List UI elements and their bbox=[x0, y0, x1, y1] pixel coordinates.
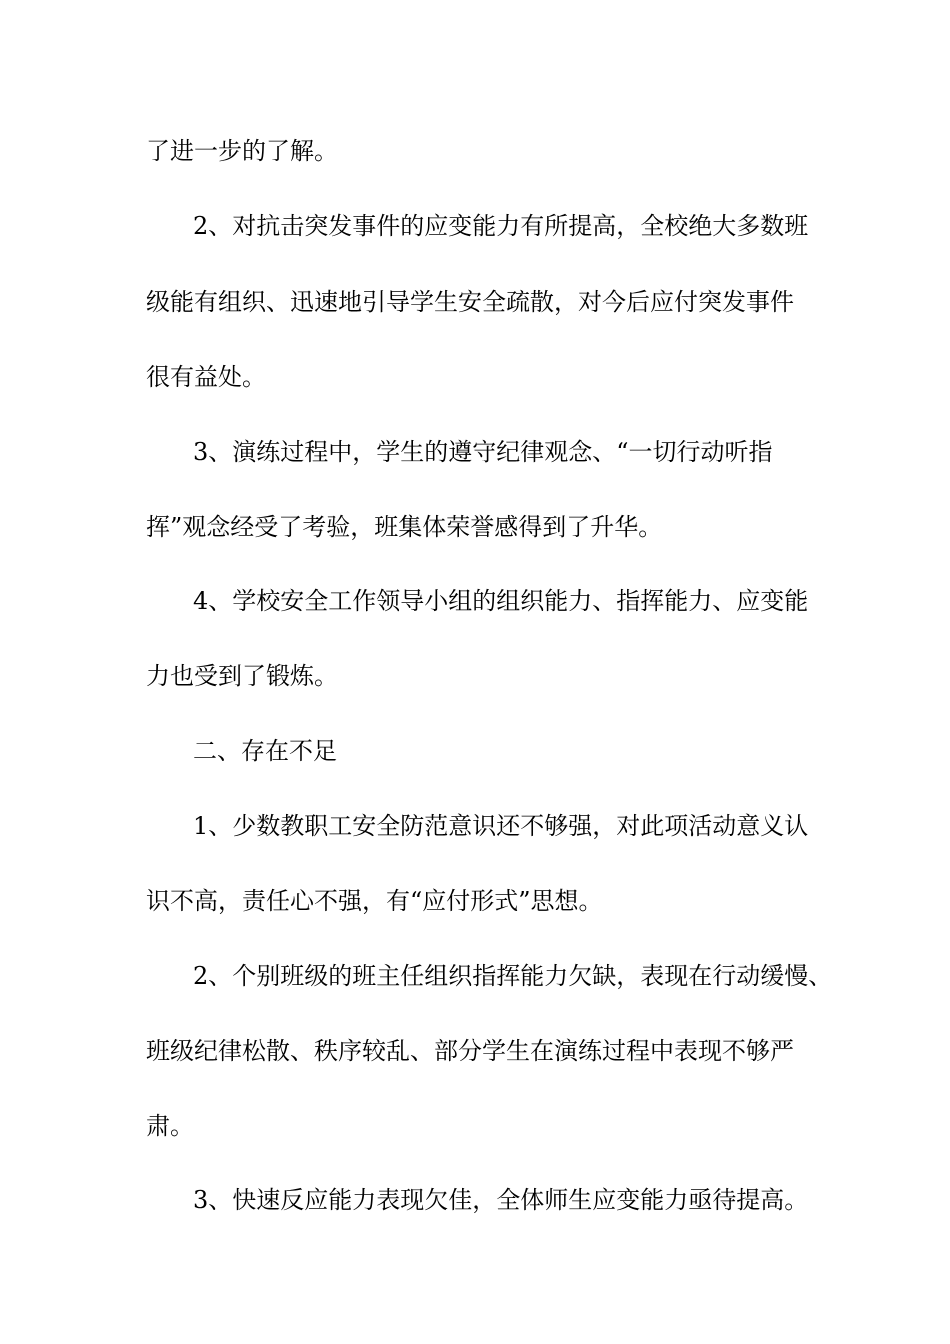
text-line: 肃。 bbox=[146, 1112, 194, 1140]
text-line: 班级纪律松散、秩序较乱、部分学生在演练过程中表现不够严 bbox=[146, 1037, 794, 1065]
text-line: 1、少数教职工安全防范意识还不够强，对此项活动意义认 bbox=[193, 812, 809, 840]
text-line: 4、学校安全工作领导小组的组织能力、指挥能力、应变能 bbox=[193, 587, 809, 615]
text-line: 了进一步的了解。 bbox=[146, 137, 338, 165]
text-line: 级能有组织、迅速地引导学生安全疏散，对今后应付突发事件 bbox=[146, 288, 794, 316]
section-heading: 二、存在不足 bbox=[193, 737, 337, 765]
text-line: 2、个别班级的班主任组织指挥能力欠缺，表现在行动缓慢、 bbox=[193, 962, 833, 990]
text-line: 挥”观念经受了考验，班集体荣誉感得到了升华。 bbox=[146, 513, 663, 541]
text-line: 识不高，责任心不强，有“应付形式”思想。 bbox=[146, 887, 603, 915]
text-line: 很有益处。 bbox=[146, 363, 266, 391]
text-line: 3、快速反应能力表现欠佳，全体师生应变能力亟待提高。 bbox=[193, 1186, 809, 1214]
text-line: 力也受到了锻炼。 bbox=[146, 662, 338, 690]
text-line: 2、对抗击突发事件的应变能力有所提高，全校绝大多数班 bbox=[193, 212, 809, 240]
text-line: 3、演练过程中，学生的遵守纪律观念、“一切行动听指 bbox=[193, 438, 773, 466]
